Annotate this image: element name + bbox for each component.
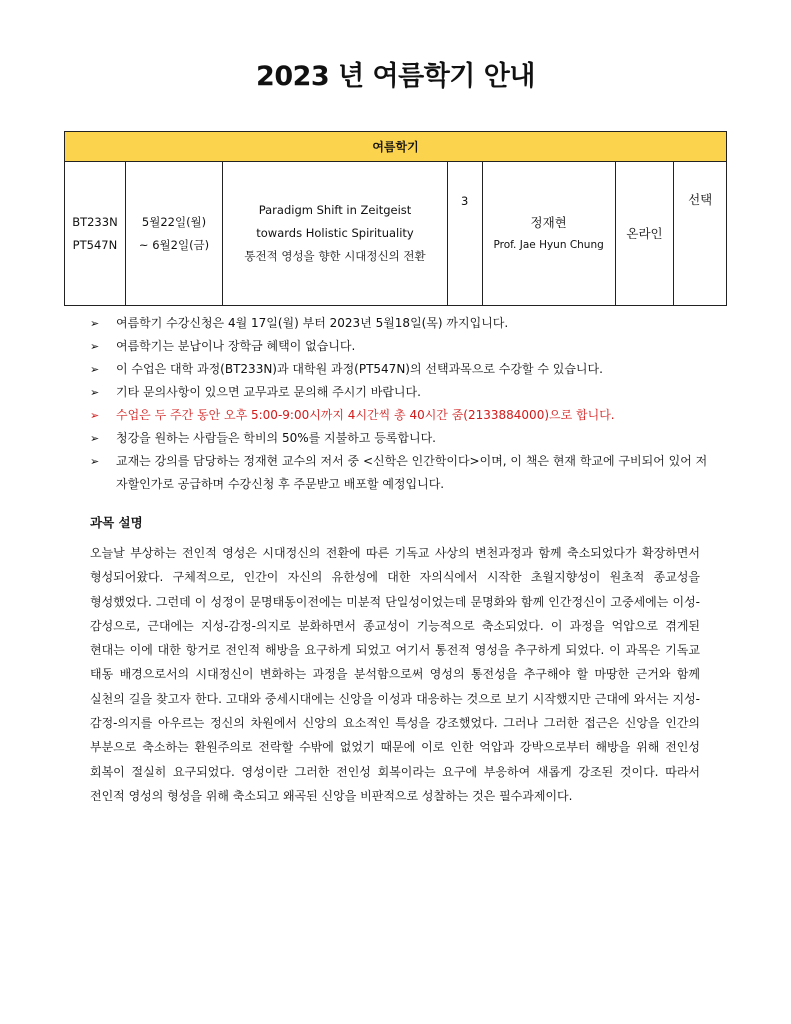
note-text: 교재는 강의를 담당하는 정재현 교수의 저서 중 <신학은 인간학이다>이며, 이 책은 현재 학교에 구비되어 있어 저자할인가로 공급하며 수강신청 후 주문받고 배포할 예정입니다.: [116, 454, 708, 491]
arrow-bullet-icon: ➢: [90, 363, 100, 376]
end-date: ~ 6월2일(금): [138, 237, 210, 252]
list-item: [88, 381, 718, 404]
start-date: 5월22일(월): [141, 214, 207, 229]
note-text: 여름학기는 분납이나 장학금 혜택이 없습니다.: [116, 339, 356, 353]
notes-list: [88, 312, 718, 496]
professor-name-ko: 정재현: [530, 214, 567, 230]
note-text: 수업은 두 주간 동안 오후 5:00-9:00시까지 4시간씩 총 40시간 줌(2133884000)으로 합니다.: [116, 408, 615, 422]
list-item: [88, 358, 718, 381]
mode-cell: 온라인: [615, 162, 674, 306]
course-title-line: 통전적 영성을 향한 시대정신의 전환: [244, 249, 426, 263]
list-item-highlight: [88, 404, 718, 427]
note-text: 여름학기 수강신청은 4월 17일(월) 부터 2023년 5월18일(목) 까지입니다.: [116, 316, 509, 330]
professor-name-en: Prof. Jae Hyun Chung: [493, 238, 604, 251]
note-text: 기타 문의사항이 있으면 교무과로 문의해 주시기 바랍니다.: [116, 385, 421, 399]
credits-cell: 3: [447, 162, 482, 306]
table-row: [65, 162, 727, 306]
list-item: [88, 312, 718, 335]
course-title-line: Paradigm Shift in Zeitgeist: [258, 203, 412, 217]
course-code: BT233N: [72, 214, 118, 229]
course-codes-cell: [65, 162, 126, 306]
professor-cell: [482, 162, 615, 306]
course-title-line: towards Holistic Spirituality: [256, 226, 414, 240]
list-item: [88, 450, 718, 496]
table-header: 여름학기: [65, 132, 727, 162]
arrow-bullet-icon: ➢: [90, 432, 100, 445]
note-text: 이 수업은 대학 과정(BT233N)과 대학원 과정(PT547N)의 선택과목으로 수강할 수 있습니다.: [116, 362, 603, 376]
dates-cell: [125, 162, 222, 306]
arrow-bullet-icon: ➢: [90, 409, 100, 422]
course-description: 오늘날 부상하는 전인적 영성은 시대정신의 전환에 따른 기독교 사상의 변천과정과 함께 축소되었다가 확장하면서 형성되어왔다. 구체적으로, 인간이 자신의 유한성에 대한 자의식에서 시작한 초월지향성이 원초적 종교성을 형성했었다. 그런데 이 성정이 문명태동이전에는 미분적 단일성이었는데 문명화와 함께 인간정신이 고중세에는 이성-감성으로, 근대에는 지성-감정-의지로 분화하면서 종교성이 기능적으로 축소되었다. 이 과정을 억압으로 겪게된 현대는 이에 대한 항거로 전인적 해방을 요구하게 되었고 여기서 통전적 영성을 추구하게 되었다. 이 과목은 기독교 태동 배경으로서의 시대정신이 변화하는 과정을 분석함으로써 영성의 통전성을 추구해야 할 마땅한 근거와 함께 실천의 길을 찾고자 한다. 고대와 중세시대에는 신앙을 이성과 대응하는 것으로 보기 시작했지만 근대에 와서는 지성-감정-의지를 아우르는 정신의 차원에서 신앙의 요소적인 특성을 강조했었다. 그러나 그러한 접근은 신앙을 인간의 부분으로 축소하는 환원주의로 전락할 수밖에 없었기 때문에 이로 인한 억압과 강박으로부터 해방을 위해 전인성 회복이 절실히 요구되었다. 영성이란 그러한 전인성 회복이라는 요구에 부응하여 새롭게 강조된 것이다. 따라서 전인적 영성의 형성을 위해 축소되고 왜곡된 신앙을 비판적으로 성찰하는 것은 필수과제이다.: [90, 546, 700, 803]
note-text: 청강을 원하는 사람들은 학비의 50%를 지불하고 등록합니다.: [116, 431, 436, 445]
list-item: [88, 427, 718, 450]
course-table: [64, 131, 727, 306]
course-code: PT547N: [72, 237, 118, 252]
list-item: [88, 335, 718, 358]
type-cell: 선택: [674, 162, 727, 306]
arrow-bullet-icon: ➢: [90, 317, 100, 330]
arrow-bullet-icon: ➢: [90, 455, 100, 468]
arrow-bullet-icon: ➢: [90, 386, 100, 399]
table-header-row: [65, 132, 727, 162]
page-title: 2023 년 여름학기 안내: [256, 61, 535, 92]
arrow-bullet-icon: ➢: [90, 340, 100, 353]
course-title-cell: [223, 162, 448, 306]
section-title: 과목 설명: [90, 515, 143, 530]
